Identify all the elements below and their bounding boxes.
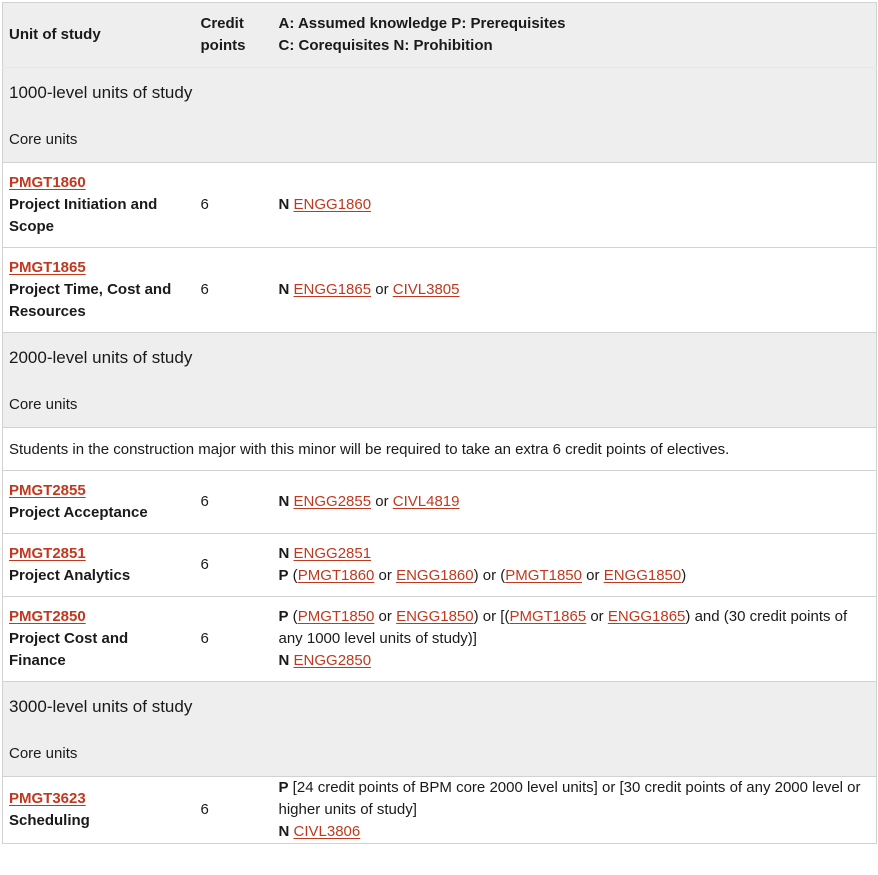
requirement-line [279,821,871,843]
requirement-unit-link[interactable]: ENGG2855 [293,493,372,510]
requirement-line [279,491,871,513]
level-heading-row [3,333,877,382]
requirement-text: or [374,567,397,584]
requirement-text: ( [288,608,298,625]
credit-points-value: 6 [195,163,273,248]
requirement-text: ( [288,567,298,584]
level-heading: 1000-level units of study [3,68,877,117]
level-heading-row [3,682,877,731]
credit-points-value: 6 [195,471,273,534]
requirement-line [279,606,871,650]
table-row [3,471,877,534]
requirement-type-label: N [278,545,290,562]
requirement-line [279,565,871,587]
requirement-unit-link[interactable]: ENGG1865 [293,281,372,298]
requirement-text: [24 credit points of BPM core 2000 level units] or [30 credit points of any 2000 level or higher units of study] [278,779,861,818]
table-row [3,163,877,248]
requirements-cell [273,248,877,333]
requirement-unit-link[interactable]: ENGG2850 [293,652,372,669]
header-credit-points: Credit points [195,3,273,68]
table-body [3,68,877,844]
requirement-type-label: P [278,779,289,796]
requirement-unit-link[interactable]: ENGG1865 [607,608,686,625]
requirement-line [279,194,871,216]
unit-name: Project Initiation and Scope [9,196,158,235]
requirement-line [279,543,871,565]
requirement-text: or [374,608,397,625]
unit-cell [3,597,195,682]
unit-cell [3,777,195,844]
unit-code-link[interactable]: PMGT3623 [9,790,86,807]
requirement-unit-link[interactable]: ENGG2851 [293,545,372,562]
unit-cell [3,163,195,248]
unit-name: Project Analytics [9,567,131,584]
requirements-cell [273,163,877,248]
core-units-label: Core units [3,730,877,777]
requirement-unit-link[interactable]: CIVL3805 [392,281,460,298]
requirement-text: ) [681,567,687,584]
requirement-text: or [586,608,608,625]
requirement-type-label: N [278,823,290,840]
unit-cell [3,471,195,534]
core-units-row [3,381,877,428]
units-of-study-table [2,2,877,844]
requirement-unit-link[interactable]: PMGT1860 [297,567,375,584]
unit-name: Project Time, Cost and Resources [9,281,172,320]
table-header-row [3,3,877,68]
core-units-label: Core units [3,381,877,428]
requirement-line [279,279,871,301]
requirement-text: ) or [( [473,608,510,625]
unit-name: Project Cost and Finance [9,630,129,669]
credit-points-value: 6 [195,534,273,597]
requirement-type-label: N [278,493,290,510]
requirement-unit-link[interactable]: ENGG1860 [396,567,474,584]
requirement-type-label: P [278,567,289,584]
credit-points-value: 6 [195,597,273,682]
requirement-unit-link[interactable]: CIVL3806 [293,823,361,840]
unit-name: Project Acceptance [9,504,148,521]
unit-cell [3,534,195,597]
note-row [3,428,877,471]
requirement-type-label: P [278,608,289,625]
requirement-type-label: N [278,281,290,298]
requirements-cell [273,777,877,844]
core-units-row [3,116,877,163]
requirement-unit-link[interactable]: PMGT1850 [505,567,582,584]
unit-code-link[interactable]: PMGT1865 [9,259,86,276]
core-units-label: Core units [3,116,877,163]
core-units-row [3,730,877,777]
unit-code-link[interactable]: PMGT2855 [9,482,86,499]
requirement-line [279,777,871,821]
unit-name: Scheduling [9,812,90,829]
requirements-cell [273,471,877,534]
unit-code-link[interactable]: PMGT1860 [9,174,86,191]
requirement-unit-link[interactable]: ENGG1850 [603,567,682,584]
credit-points-value: 6 [195,777,273,844]
requirement-unit-link[interactable]: ENGG1860 [293,196,372,213]
requirement-type-label: N [278,652,290,669]
header-requirements-line: A: Assumed knowledge P: Prerequisites [278,15,566,32]
requirement-type-label: N [278,196,290,213]
requirement-unit-link[interactable]: PMGT1865 [509,608,587,625]
requirement-text: ) and (30 credit points of any 1000 level units of study)] [278,608,848,647]
header-requirements [273,3,877,68]
table-row [3,248,877,333]
unit-code-link[interactable]: PMGT2850 [9,608,86,625]
table-row [3,534,877,597]
level-heading: 3000-level units of study [3,682,877,731]
table-row [3,597,877,682]
requirement-unit-link[interactable]: CIVL4819 [392,493,460,510]
requirement-text: or [582,567,604,584]
requirement-line [279,650,871,672]
level-heading: 2000-level units of study [3,333,877,382]
requirement-unit-link[interactable]: ENGG1850 [396,608,474,625]
requirement-text: or [371,281,393,298]
requirement-text: or [371,493,393,510]
credit-points-value: 6 [195,248,273,333]
level-heading-row [3,68,877,117]
table-row [3,777,877,844]
unit-code-link[interactable]: PMGT2851 [9,545,86,562]
header-unit-of-study: Unit of study [3,3,195,68]
level-note: Students in the construction major with this minor will be required to take an extra 6 credit points of electives. [3,428,877,471]
requirements-cell [273,534,877,597]
header-requirements-line: C: Corequisites N: Prohibition [278,37,493,54]
requirement-text: ) or ( [473,567,506,584]
unit-cell [3,248,195,333]
requirements-cell [273,597,877,682]
requirement-unit-link[interactable]: PMGT1850 [297,608,375,625]
